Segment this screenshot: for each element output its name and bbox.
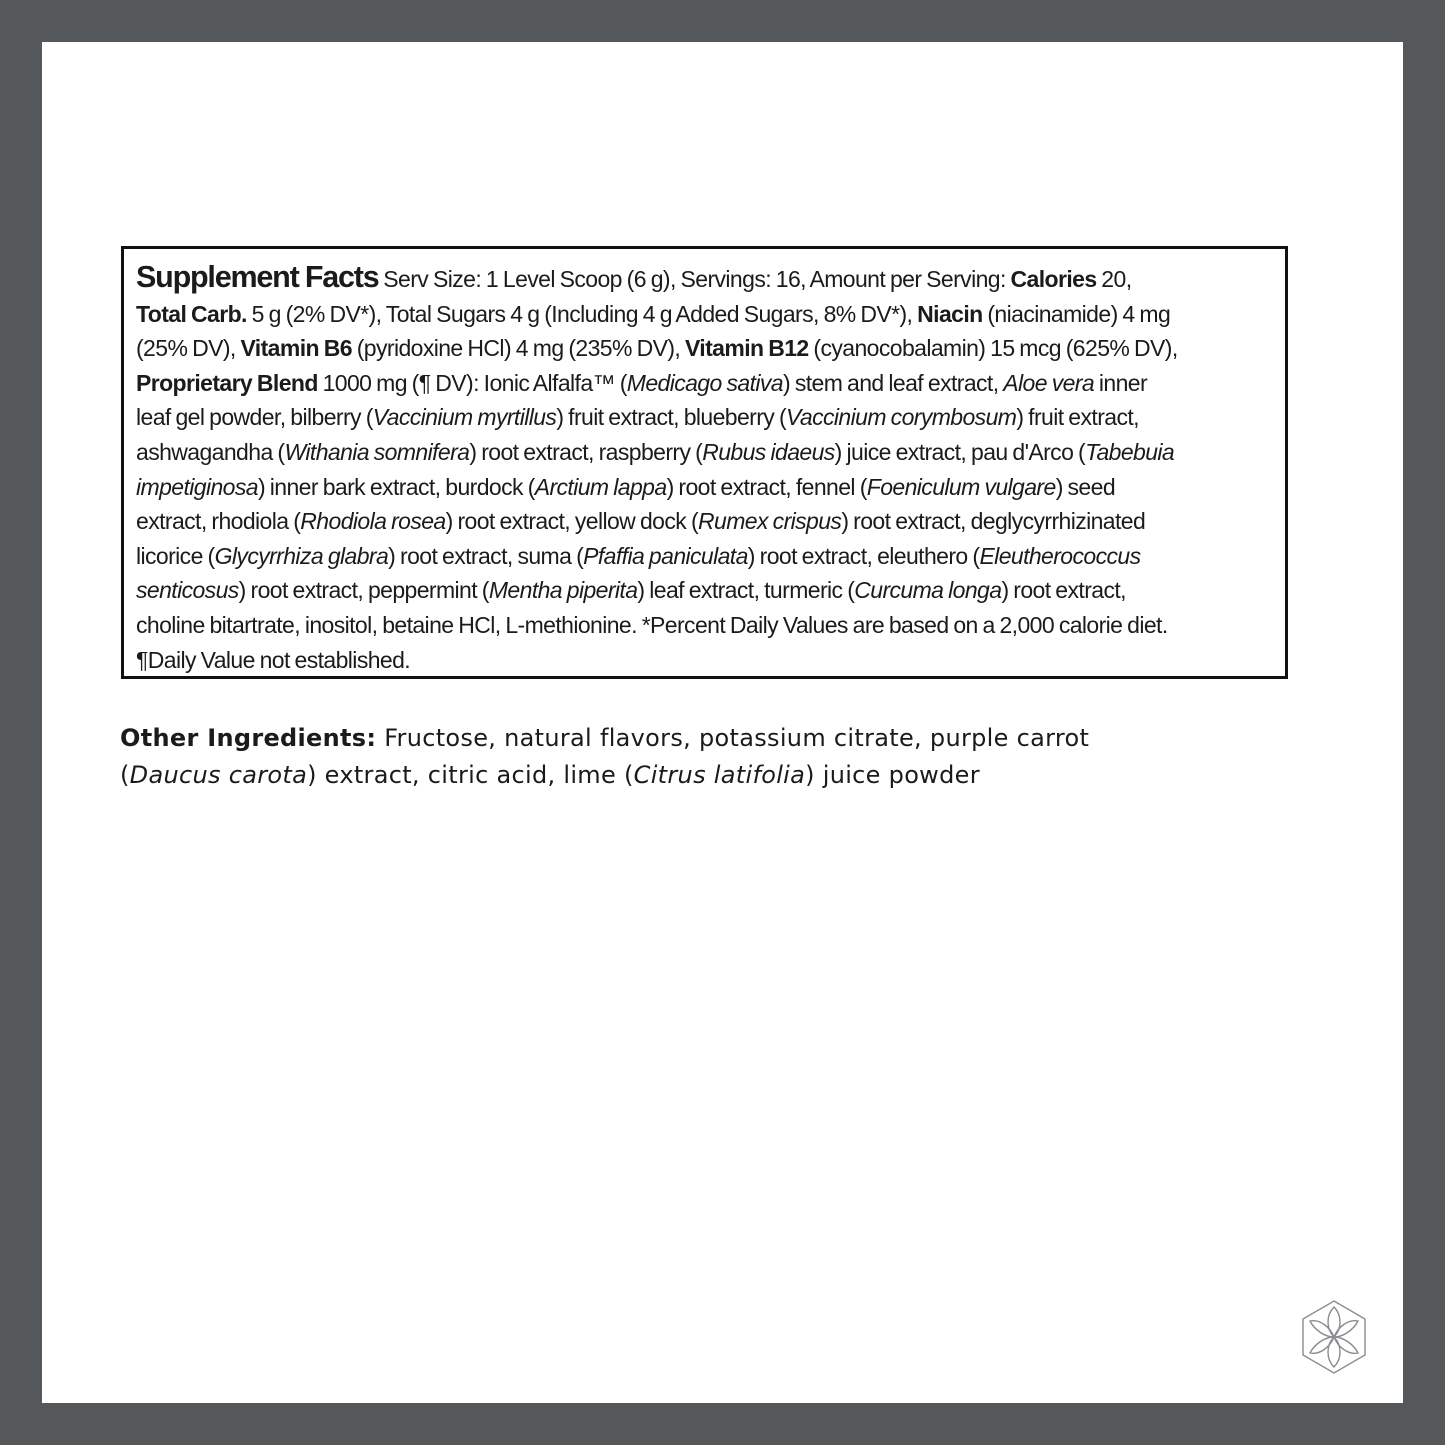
text-run: ) juice extract, pau d'Arco ( bbox=[834, 438, 1086, 465]
latin-name: Aloe vera bbox=[1003, 369, 1095, 396]
text-run: ) inner bark extract, burdock ( bbox=[257, 473, 535, 500]
text-run: ( bbox=[120, 761, 130, 789]
bold-term: Vitamin B12 bbox=[684, 335, 809, 362]
text-run: ) root extract, eleuthero ( bbox=[747, 542, 980, 569]
latin-name: Withania somnifera bbox=[284, 438, 470, 465]
other-ingredients bbox=[120, 720, 1320, 794]
bold-term: Niacin bbox=[917, 300, 983, 327]
text-run: ) root extract, bbox=[1001, 577, 1126, 604]
text-run: choline bitartrate, inositol, betaine HCl, L-methionine. *Percent Daily Values are based on a 2,000 calorie diet. bbox=[136, 611, 1168, 638]
text-line bbox=[136, 573, 1273, 608]
text-run: ) stem and leaf extract, bbox=[782, 369, 1004, 396]
text-line bbox=[136, 470, 1273, 505]
latin-name: Citrus latifolia bbox=[633, 761, 806, 789]
text-run: ) root extract, yellow dock ( bbox=[445, 508, 699, 535]
text-line bbox=[136, 504, 1273, 539]
supplement-facts-panel bbox=[121, 246, 1288, 679]
latin-name: Mentha piperita bbox=[488, 577, 638, 604]
text-run: ) root extract, raspberry ( bbox=[469, 438, 703, 465]
latin-name: Eleutherococcus bbox=[979, 542, 1141, 569]
text-run: ) extract, citric acid, lime ( bbox=[307, 761, 634, 789]
text-line bbox=[136, 643, 1273, 678]
bold-term: Vitamin B6 bbox=[240, 335, 352, 362]
text-line bbox=[136, 539, 1273, 574]
supplement-facts-text bbox=[136, 260, 1273, 677]
text-run: ) seed bbox=[1055, 473, 1116, 500]
latin-name: senticosus bbox=[136, 577, 239, 604]
text-run: ) root extract, fennel ( bbox=[666, 473, 867, 500]
text-line bbox=[136, 435, 1273, 470]
text-run: ) juice powder bbox=[805, 761, 980, 789]
latin-name: Foeniculum vulgare bbox=[866, 473, 1056, 500]
latin-name: Rubus idaeus bbox=[702, 438, 835, 465]
latin-name: Tabebuia bbox=[1085, 438, 1175, 465]
text-line bbox=[136, 331, 1273, 366]
text-line bbox=[136, 260, 1273, 297]
latin-name: Medicago sativa bbox=[626, 369, 783, 396]
bold-term: Calories bbox=[1010, 266, 1097, 292]
text-line bbox=[136, 400, 1273, 435]
latin-name: Rhodiola rosea bbox=[300, 508, 446, 535]
text-line bbox=[136, 608, 1273, 643]
text-line bbox=[136, 297, 1273, 332]
text-run: ) fruit extract, blueberry ( bbox=[556, 404, 787, 431]
latin-name: Vaccinium corymbosum bbox=[786, 404, 1017, 431]
panel-title: Supplement Facts bbox=[136, 260, 379, 294]
text-run: leaf gel powder, bilberry ( bbox=[136, 404, 373, 431]
text-line bbox=[120, 757, 1320, 794]
text-run: 20, bbox=[1096, 266, 1132, 292]
label-card bbox=[42, 42, 1403, 1403]
text-run: (pyridoxine HCl) 4 mg (235% DV), bbox=[351, 335, 685, 362]
text-run: extract, rhodiola ( bbox=[136, 508, 301, 535]
text-run: (25% DV), bbox=[136, 335, 241, 362]
text-line bbox=[120, 720, 1320, 757]
text-run: ) leaf extract, turmeric ( bbox=[637, 577, 855, 604]
bold-term: Total Carb. bbox=[136, 300, 247, 327]
latin-name: Vaccinium myrtillus bbox=[372, 404, 557, 431]
text-run: 1000 mg (¶ DV): Ionic Alfalfa™ ( bbox=[317, 369, 627, 396]
text-run: ) root extract, peppermint ( bbox=[238, 577, 489, 604]
text-run: ¶Daily Value not established. bbox=[136, 646, 411, 673]
text-run: ) root extract, suma ( bbox=[388, 542, 584, 569]
bold-term: Proprietary Blend bbox=[136, 369, 318, 396]
text-run: (niacinamide) 4 mg bbox=[982, 300, 1171, 327]
latin-name: Curcuma longa bbox=[854, 577, 1002, 604]
latin-name: Glycyrrhiza glabra bbox=[214, 542, 389, 569]
latin-name: Arctium lappa bbox=[534, 473, 667, 500]
text-run: ) root extract, deglycyrrhizinated bbox=[841, 508, 1146, 535]
text-run: ashwagandha ( bbox=[136, 438, 285, 465]
text-run: (cyanocobalamin) 15 mcg (625% DV), bbox=[808, 335, 1178, 362]
latin-name: Pfaffia paniculata bbox=[583, 542, 748, 569]
latin-name: Daucus carota bbox=[129, 761, 308, 789]
text-run: Serv Size: 1 Level Scoop (6 g), Servings: 16, Amount per Serving: bbox=[383, 266, 1011, 292]
text-run: Fructose, natural flavors, potassium citrate, purple carrot bbox=[376, 724, 1090, 752]
text-line bbox=[136, 366, 1273, 401]
latin-name: impetiginosa bbox=[136, 473, 258, 500]
text-run: ) fruit extract, bbox=[1016, 404, 1139, 431]
bold-term: Other Ingredients: bbox=[120, 724, 377, 752]
text-run: licorice ( bbox=[136, 542, 215, 569]
text-run: inner bbox=[1094, 369, 1148, 396]
text-run: 5 g (2% DV*), Total Sugars 4 g (Including 4 g Added Sugars, 8% DV*), bbox=[246, 300, 918, 327]
latin-name: Rumex crispus bbox=[698, 508, 842, 535]
brand-flower-logo-icon bbox=[1300, 1299, 1368, 1375]
